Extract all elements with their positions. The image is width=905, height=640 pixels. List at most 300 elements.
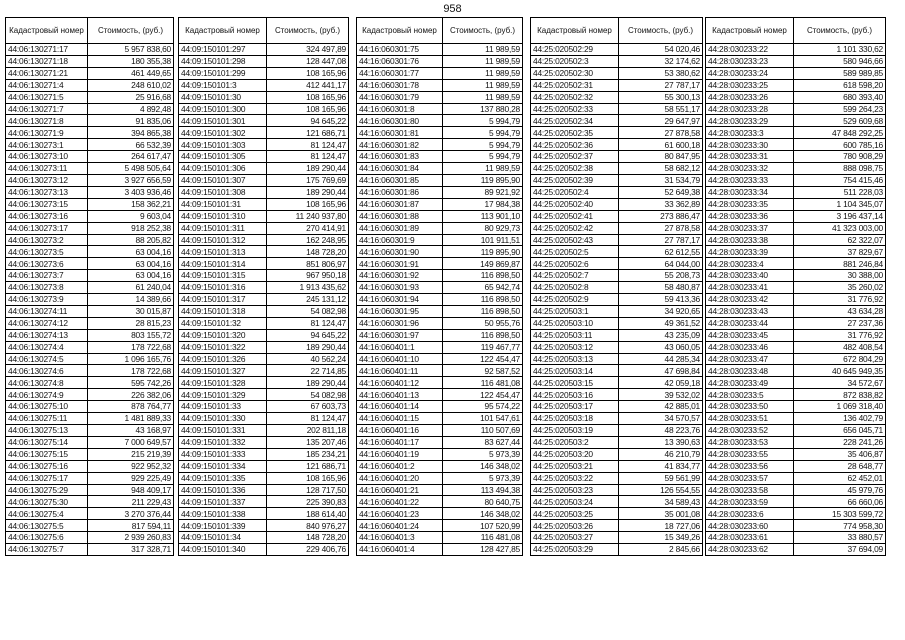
cost-value: 108 165,96	[267, 67, 349, 79]
cadastral-number: 44:25:020502:35	[531, 127, 619, 139]
cadastral-number: 44:28:030233:48	[706, 365, 794, 377]
header-cadastral-number: Кадастровый номер	[179, 18, 267, 44]
cost-value: 5 994,79	[443, 115, 523, 127]
table-row	[531, 508, 703, 520]
cost-value: 146 348,02	[443, 508, 523, 520]
table-row	[531, 67, 703, 79]
cost-value: 119 895,90	[443, 174, 523, 186]
cost-value: 136 402,79	[794, 413, 886, 425]
table-row	[531, 425, 703, 437]
cost-value: 178 722,68	[88, 365, 174, 377]
cadastral-number: 44:16:060301:91	[357, 258, 443, 270]
cost-value: 54 020,46	[619, 44, 703, 56]
cadastral-number: 44:16:060401:21	[357, 484, 443, 496]
cost-value: 30 015,87	[88, 305, 174, 317]
table-row	[531, 472, 703, 484]
cadastral-number: 44:06:130274:4	[6, 341, 88, 353]
table-row	[6, 508, 174, 520]
table-row	[706, 413, 886, 425]
cadastral-number: 44:25:020503:29	[531, 544, 619, 556]
cost-value: 116 898,50	[443, 294, 523, 306]
table-row	[531, 341, 703, 353]
table-row	[6, 496, 174, 508]
table-row	[357, 79, 523, 91]
cadastral-number: 44:09:150101:329	[179, 389, 267, 401]
cost-value: 18 727,06	[619, 520, 703, 532]
cost-value: 248 610,02	[88, 79, 174, 91]
table-row	[357, 353, 523, 365]
cadastral-number: 44:25:020503:10	[531, 317, 619, 329]
cadastral-number: 44:25:020503:1	[531, 305, 619, 317]
cadastral-number: 44:16:060401:10	[357, 353, 443, 365]
table-row	[179, 151, 349, 163]
table-row	[6, 448, 174, 460]
cadastral-number: 44:06:130275:10	[6, 401, 88, 413]
cadastral-number: 44:16:060301:90	[357, 246, 443, 258]
table-row	[357, 222, 523, 234]
table-row	[531, 520, 703, 532]
cost-value: 918 252,38	[88, 222, 174, 234]
table-row	[179, 317, 349, 329]
table-row	[706, 103, 886, 115]
cost-value: 43 060,05	[619, 341, 703, 353]
cost-value: 226 382,06	[88, 389, 174, 401]
table-row	[357, 508, 523, 520]
table-row	[357, 258, 523, 270]
cadastral-number: 44:28:030233:41	[706, 282, 794, 294]
table-row	[357, 425, 523, 437]
cadastral-number: 44:28:030233:51	[706, 413, 794, 425]
cost-value: 116 898,50	[443, 270, 523, 282]
table-row	[706, 55, 886, 67]
cost-value: 113 901,10	[443, 210, 523, 222]
cadastral-number: 44:16:060301:82	[357, 139, 443, 151]
table-row	[179, 174, 349, 186]
table-row	[357, 389, 523, 401]
cadastral-number: 44:09:150101:328	[179, 377, 267, 389]
cadastral-number: 44:09:150101:331	[179, 425, 267, 437]
table-row	[6, 413, 174, 425]
table-row	[706, 174, 886, 186]
cadastral-number: 44:28:030233:56	[706, 460, 794, 472]
table-row	[706, 329, 886, 341]
cadastral-number: 44:06:130273:11	[6, 163, 88, 175]
header-cadastral-number: Кадастровый номер	[6, 18, 88, 44]
table-row	[706, 67, 886, 79]
table-row	[531, 103, 703, 115]
table-row	[531, 258, 703, 270]
table-row	[179, 127, 349, 139]
cadastral-number: 44:06:130273:7	[6, 270, 88, 282]
cost-value: 245 131,12	[267, 294, 349, 306]
cost-value: 121 686,71	[267, 460, 349, 472]
cost-value: 52 649,38	[619, 186, 703, 198]
cost-value: 412 441,17	[267, 79, 349, 91]
cost-value: 589 989,85	[794, 67, 886, 79]
cadastral-number: 44:09:150101:337	[179, 496, 267, 508]
cadastral-number: 44:09:150101:30	[179, 91, 267, 103]
table-row	[179, 532, 349, 544]
table-row	[179, 234, 349, 246]
table-row	[706, 532, 886, 544]
cadastral-number: 44:16:060401:23	[357, 508, 443, 520]
table-row	[6, 341, 174, 353]
table-row	[179, 198, 349, 210]
cost-value: 54 082,98	[267, 389, 349, 401]
cost-value: 851 806,97	[267, 258, 349, 270]
table-row	[357, 341, 523, 353]
table-row	[706, 282, 886, 294]
cadastral-number: 44:28:030233:3	[706, 127, 794, 139]
table-row	[357, 44, 523, 56]
cost-value: 27 878,58	[619, 127, 703, 139]
cost-value: 35 406,87	[794, 448, 886, 460]
cadastral-number: 44:09:150101:302	[179, 127, 267, 139]
cost-value: 5 957 838,60	[88, 44, 174, 56]
cost-value: 119 467,77	[443, 341, 523, 353]
cadastral-number: 44:06:130275:4	[6, 508, 88, 520]
table-row	[6, 91, 174, 103]
table-row	[357, 377, 523, 389]
cost-value: 580 946,66	[794, 55, 886, 67]
table-row	[531, 496, 703, 508]
cadastral-number: 44:09:150101:303	[179, 139, 267, 151]
table-row	[706, 496, 886, 508]
table-row	[706, 341, 886, 353]
cost-value: 15 303 599,72	[794, 508, 886, 520]
cadastral-number: 44:16:060401:19	[357, 448, 443, 460]
cadastral-number: 44:16:060301:87	[357, 198, 443, 210]
cadastral-number: 44:25:020503:23	[531, 484, 619, 496]
cadastral-number: 44:28:030233:34	[706, 186, 794, 198]
table-row	[179, 544, 349, 556]
table-row	[6, 294, 174, 306]
cost-value: 148 728,20	[267, 532, 349, 544]
cadastral-number: 44:09:150101:322	[179, 341, 267, 353]
cadastral-number: 44:16:060301:85	[357, 174, 443, 186]
table-row	[6, 139, 174, 151]
cadastral-number: 44:25:020503:24	[531, 496, 619, 508]
table-row	[706, 294, 886, 306]
table-row	[531, 377, 703, 389]
cadastral-number: 44:06:130273:16	[6, 210, 88, 222]
cost-value: 28 815,23	[88, 317, 174, 329]
cost-value: 15 349,26	[619, 532, 703, 544]
table-row	[357, 139, 523, 151]
table-row	[357, 484, 523, 496]
cadastral-number: 44:16:060401:4	[357, 544, 443, 556]
table-row	[357, 365, 523, 377]
cadastral-number: 44:28:030233:4	[706, 258, 794, 270]
cadastral-number: 44:28:030233:30	[706, 139, 794, 151]
cost-value: 14 389,66	[88, 294, 174, 306]
cadastral-number: 44:25:020502:32	[531, 91, 619, 103]
cost-value: 228 241,26	[794, 436, 886, 448]
cadastral-number: 44:28:030233:53	[706, 436, 794, 448]
table-row	[706, 258, 886, 270]
cost-value: 62 612,55	[619, 246, 703, 258]
cadastral-number: 44:25:020502:39	[531, 174, 619, 186]
table-row	[6, 460, 174, 472]
cost-value: 273 886,47	[619, 210, 703, 222]
cadastral-number: 44:25:020503:21	[531, 460, 619, 472]
table-row	[531, 127, 703, 139]
cadastral-number: 44:28:030233:57	[706, 472, 794, 484]
cadastral-number: 44:25:020503:25	[531, 508, 619, 520]
table-row	[6, 186, 174, 198]
cadastral-number: 44:16:060301:81	[357, 127, 443, 139]
cadastral-number: 44:06:130271:8	[6, 115, 88, 127]
table-row	[179, 103, 349, 115]
cadastral-number: 44:09:150101:301	[179, 115, 267, 127]
table-row	[531, 186, 703, 198]
cadastral-table-3	[356, 17, 523, 556]
cost-value: 59 413,36	[619, 294, 703, 306]
table-row	[6, 174, 174, 186]
table-row	[6, 79, 174, 91]
cadastral-number: 44:16:060301:75	[357, 44, 443, 56]
cost-value: 185 234,21	[267, 448, 349, 460]
cost-value: 5 994,79	[443, 127, 523, 139]
cost-value: 17 984,38	[443, 198, 523, 210]
cost-value: 3 270 376,44	[88, 508, 174, 520]
cadastral-number: 44:09:150101:334	[179, 460, 267, 472]
cost-value: 63 004,16	[88, 270, 174, 282]
cadastral-number: 44:16:060401:2	[357, 460, 443, 472]
table-row	[6, 44, 174, 56]
table-row	[179, 341, 349, 353]
header-cadastral-number: Кадастровый номер	[706, 18, 794, 44]
cadastral-number: 44:25:020503:11	[531, 329, 619, 341]
table-row	[6, 353, 174, 365]
table-row	[357, 67, 523, 79]
cost-value: 3 403 936,46	[88, 186, 174, 198]
cost-value: 81 124,47	[267, 139, 349, 151]
table-row	[531, 413, 703, 425]
cadastral-number: 44:09:150101:340	[179, 544, 267, 556]
cost-value: 122 454,47	[443, 353, 523, 365]
cost-value: 656 045,71	[794, 425, 886, 437]
table-row	[357, 436, 523, 448]
table-row	[531, 294, 703, 306]
cost-value: 817 594,11	[88, 520, 174, 532]
cost-value: 128 447,08	[267, 55, 349, 67]
cadastral-number: 44:06:130273:2	[6, 234, 88, 246]
cadastral-number: 44:25:020502:9	[531, 294, 619, 306]
cadastral-number: 44:09:150101:34	[179, 532, 267, 544]
cadastral-number: 44:25:020502:6	[531, 258, 619, 270]
cost-value: 948 409,17	[88, 484, 174, 496]
cost-value: 80 847,95	[619, 151, 703, 163]
table-row	[179, 520, 349, 532]
cadastral-number: 44:09:150101:332	[179, 436, 267, 448]
table-row	[357, 103, 523, 115]
cadastral-number: 44:28:030233:60	[706, 520, 794, 532]
table-row	[357, 282, 523, 294]
table-row	[179, 413, 349, 425]
table-row	[179, 460, 349, 472]
cadastral-number: 44:09:150101:339	[179, 520, 267, 532]
table-row	[179, 508, 349, 520]
table-row	[179, 222, 349, 234]
cadastral-number: 44:06:130275:6	[6, 532, 88, 544]
cost-value: 39 532,02	[619, 389, 703, 401]
cost-value: 108 165,96	[267, 91, 349, 103]
cost-value: 44 285,34	[619, 353, 703, 365]
cost-value: 108 165,96	[267, 103, 349, 115]
cadastral-number: 44:06:130273:8	[6, 282, 88, 294]
cadastral-number: 44:06:130274:8	[6, 377, 88, 389]
cadastral-number: 44:28:030233:29	[706, 115, 794, 127]
cadastral-number: 44:06:130275:5	[6, 520, 88, 532]
cost-value: 4 892,48	[88, 103, 174, 115]
cost-value: 13 390,63	[619, 436, 703, 448]
table-row	[6, 55, 174, 67]
table-row	[706, 270, 886, 282]
cadastral-number: 44:06:130273:6	[6, 258, 88, 270]
cadastral-number: 44:25:020503:17	[531, 401, 619, 413]
table-row	[357, 448, 523, 460]
table-row	[6, 210, 174, 222]
cost-value: 80 640,75	[443, 496, 523, 508]
cost-value: 48 223,76	[619, 425, 703, 437]
table-row	[706, 460, 886, 472]
cadastral-number: 44:28:030233:50	[706, 401, 794, 413]
table-row	[706, 222, 886, 234]
cadastral-number: 44:16:060301:94	[357, 294, 443, 306]
cadastral-number: 44:06:130275:14	[6, 436, 88, 448]
cost-value: 324 497,89	[267, 44, 349, 56]
table-row	[357, 520, 523, 532]
cost-value: 30 388,00	[794, 270, 886, 282]
table-row	[531, 115, 703, 127]
cost-value: 55 300,13	[619, 91, 703, 103]
cost-value: 11 240 937,80	[267, 210, 349, 222]
table-row	[357, 401, 523, 413]
table-row	[357, 294, 523, 306]
cost-value: 41 834,77	[619, 460, 703, 472]
table-row	[706, 317, 886, 329]
cadastral-number: 44:28:030233:32	[706, 163, 794, 175]
table-row	[357, 163, 523, 175]
cost-value: 202 811,18	[267, 425, 349, 437]
cost-value: 11 989,59	[443, 55, 523, 67]
cadastral-number: 44:16:060301:96	[357, 317, 443, 329]
cost-value: 34 570,57	[619, 413, 703, 425]
cadastral-number: 44:16:060301:89	[357, 222, 443, 234]
table-row	[706, 210, 886, 222]
table-row	[179, 115, 349, 127]
cadastral-number: 44:28:030233:22	[706, 44, 794, 56]
cost-value: 394 865,38	[88, 127, 174, 139]
cost-value: 31 776,92	[794, 329, 886, 341]
cost-value: 881 246,84	[794, 258, 886, 270]
header-cadastral-number: Кадастровый номер	[357, 18, 443, 44]
table-row	[6, 544, 174, 556]
cadastral-number: 44:16:060401:14	[357, 401, 443, 413]
cost-value: 840 976,27	[267, 520, 349, 532]
table-row	[6, 377, 174, 389]
cost-value: 59 561,99	[619, 472, 703, 484]
cadastral-number: 44:28:030233:23	[706, 55, 794, 67]
table-row	[531, 317, 703, 329]
cadastral-number: 44:28:030233:38	[706, 234, 794, 246]
cost-value: 35 260,02	[794, 282, 886, 294]
cadastral-number: 44:25:020502:42	[531, 222, 619, 234]
cost-value: 42 885,01	[619, 401, 703, 413]
cadastral-number: 44:06:130271:5	[6, 91, 88, 103]
table-row	[179, 436, 349, 448]
table-row	[706, 365, 886, 377]
cost-value: 41 323 003,00	[794, 222, 886, 234]
cadastral-number: 44:09:150101:33	[179, 401, 267, 413]
cost-value: 5 498 505,64	[88, 163, 174, 175]
cadastral-number: 44:16:060301:80	[357, 115, 443, 127]
cadastral-number: 44:09:150101:336	[179, 484, 267, 496]
table-row	[357, 532, 523, 544]
table-row	[706, 139, 886, 151]
cost-value: 148 728,20	[267, 246, 349, 258]
cost-value: 482 408,54	[794, 341, 886, 353]
table-row	[706, 186, 886, 198]
cost-value: 94 645,22	[267, 329, 349, 341]
cost-value: 37 829,67	[794, 246, 886, 258]
cadastral-number: 44:16:060401:17	[357, 436, 443, 448]
cost-value: 116 481,08	[443, 377, 523, 389]
cadastral-number: 44:28:030233:49	[706, 377, 794, 389]
cost-value: 46 210,79	[619, 448, 703, 460]
table-row	[706, 127, 886, 139]
cadastral-number: 44:25:020503:18	[531, 413, 619, 425]
cadastral-number: 44:06:130273:12	[6, 174, 88, 186]
cadastral-number: 44:09:150101:308	[179, 186, 267, 198]
cost-value: 119 895,90	[443, 246, 523, 258]
cost-value: 40 645 949,35	[794, 365, 886, 377]
cadastral-number: 44:28:030233:62	[706, 544, 794, 556]
table-row	[357, 151, 523, 163]
cadastral-number: 44:09:150101:338	[179, 508, 267, 520]
cost-value: 11 989,59	[443, 79, 523, 91]
cadastral-number: 44:28:030233:44	[706, 317, 794, 329]
cadastral-number: 44:25:020502:38	[531, 163, 619, 175]
cadastral-number: 44:06:130275:11	[6, 413, 88, 425]
cadastral-number: 44:16:060301:88	[357, 210, 443, 222]
cadastral-number: 44:09:150101:32	[179, 317, 267, 329]
cost-value: 595 742,26	[88, 377, 174, 389]
table-row	[531, 163, 703, 175]
table-row	[531, 401, 703, 413]
cost-value: 146 348,02	[443, 460, 523, 472]
cost-value: 35 001,08	[619, 508, 703, 520]
table-row	[531, 532, 703, 544]
table-row	[706, 151, 886, 163]
cadastral-number: 44:16:060301:9	[357, 234, 443, 246]
cadastral-number: 44:09:150101:310	[179, 210, 267, 222]
cost-value: 189 290,44	[267, 186, 349, 198]
table-row	[179, 79, 349, 91]
cadastral-number: 44:09:150101:299	[179, 67, 267, 79]
table-row	[179, 139, 349, 151]
cost-value: 107 520,99	[443, 520, 523, 532]
table-row	[6, 151, 174, 163]
table-row	[6, 222, 174, 234]
cadastral-number: 44:25:020503:26	[531, 520, 619, 532]
cadastral-number: 44:28:030233:39	[706, 246, 794, 258]
cost-value: 37 694,09	[794, 544, 886, 556]
table-row	[531, 282, 703, 294]
cadastral-number: 44:09:150101:298	[179, 55, 267, 67]
cadastral-number: 44:16:060401:15	[357, 413, 443, 425]
